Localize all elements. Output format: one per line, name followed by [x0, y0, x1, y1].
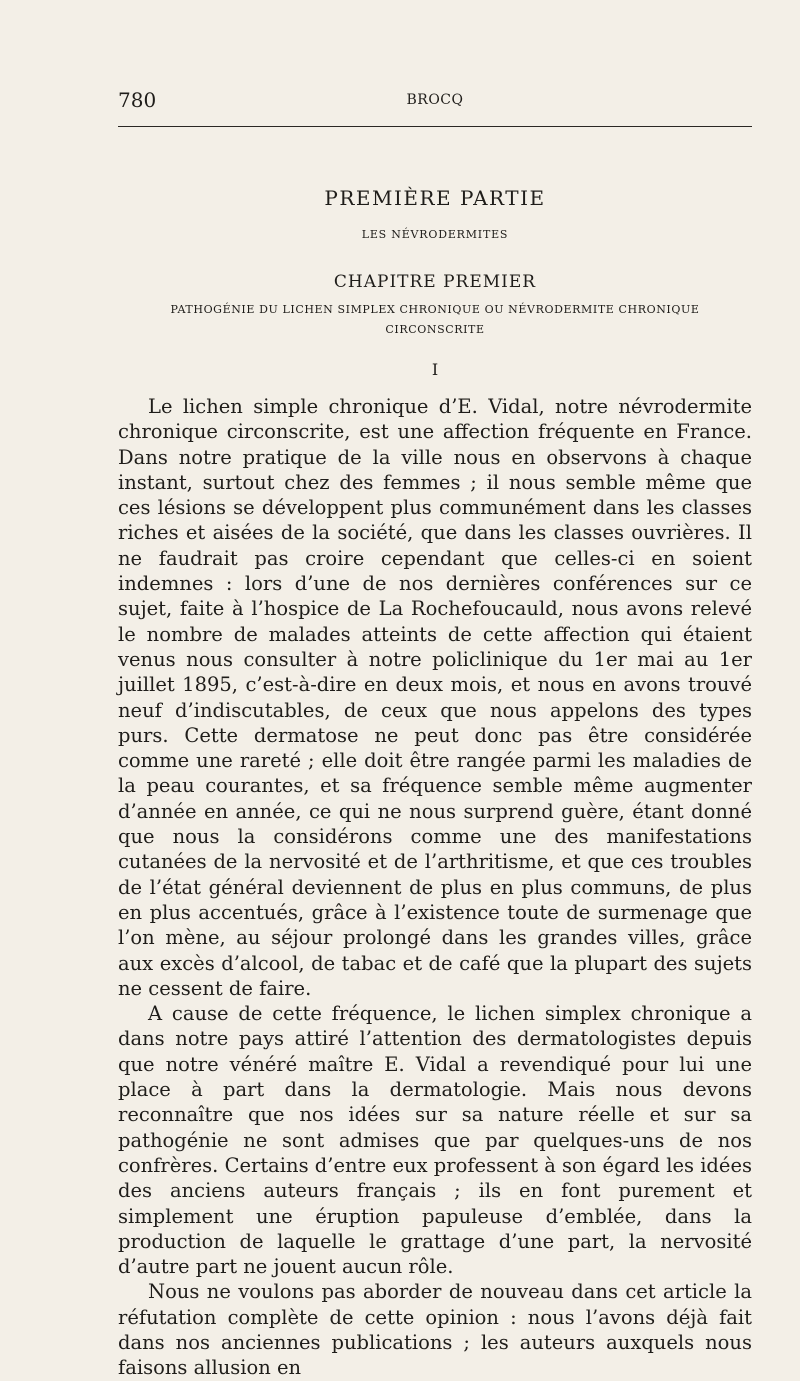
chapter-title: CHAPITRE PREMIER — [333, 272, 537, 292]
header-rule — [118, 126, 752, 127]
chapter-subtitle-line-1: PATHOGÉNIE DU LICHEN SIMPLEX CHRONIQUE OU NÉVRODERMITE CHRONIQUE — [170, 303, 700, 316]
page-number: 780 — [118, 88, 157, 112]
body-text — [118, 394, 752, 1381]
paragraph: A cause de cette fréquence, le lichen simplex chronique a dans notre pays attiré l’attention des dermatologistes depuis que notre vénéré maître E. Vidal a revendiqué pour lui une place à part dans la dermatologie. Mais nous devons reconnaître que nos idées sur sa nature réelle et sur sa pathogénie ne sont admises que par quelques-uns de nos confrères. Certains d’entre eux professent à son égard les idées des anciens auteurs français ; ils en font purement et simplement une éruption papuleuse d’emblée, dans la production de laquelle le grattage d’une part, la nervosité d’autre part ne jouent aucun rôle. — [118, 1002, 752, 1279]
paragraph: Le lichen simple chronique d’E. Vidal, notre névrodermite chronique circonscrite, est une affection fréquente en France. Dans notre pratique de la ville nous en observons à chaque instant, surtout chez des femmes ; il nous semble même que ces lésions se développent plus communément dans les classes riches et aisées de la société, que dans les classes ouvrières. Il ne faudrait pas croire cependant que celles-ci en soient indemnes : lors d’une de nos dernières conférences sur ce sujet, faite à l’hospice de La Rochefoucauld, nous avons relevé le nombre de malades atteints de cette affection qui étaient venus nous consulter à notre policlinique du 1er mai au 1er juillet 1895, c’est-à-dire en deux mois, et nous en avons trouvé neuf d’indiscutables, de ceux que nous appelons des types purs. Cette dermatose ne peut donc pas être considérée comme une rareté ; elle doit être rangée parmi les maladies de la peau courantes, et sa fréquence semble même augmenter d’année en année, ce qui ne nous surprend guère, étant donné que nous la considérons comme une des manifestations cutanées de la nervosité et de l’arthritisme, et que ces troubles de l’état général deviennent de plus en plus communs, de plus en plus accentués, grâce à l’existence toute de surmenage que l’on mène, au séjour prolongé dans les grandes villes, grâce aux excès d’alcool, de tabac et de café que la plupart des sujets ne cessent de faire. — [118, 395, 752, 1000]
page-header — [118, 88, 752, 112]
chapter-subtitle-line-2: CIRCONSCRITE — [385, 323, 485, 336]
part-subtitle: LES NÉVRODERMITES — [361, 228, 509, 241]
running-head: BROCQ — [406, 92, 464, 108]
section-number: I — [431, 360, 439, 379]
part-title: PREMIÈRE PARTIE — [324, 186, 546, 210]
paragraph: Nous ne voulons pas aborder de nouveau dans cet article la réfutation complète de cette opinion : nous l’avons déjà fait dans nos anciennes publications ; les auteurs auxquels nous faisons allusion en — [118, 1280, 752, 1380]
chapter-subtitle — [118, 300, 752, 340]
